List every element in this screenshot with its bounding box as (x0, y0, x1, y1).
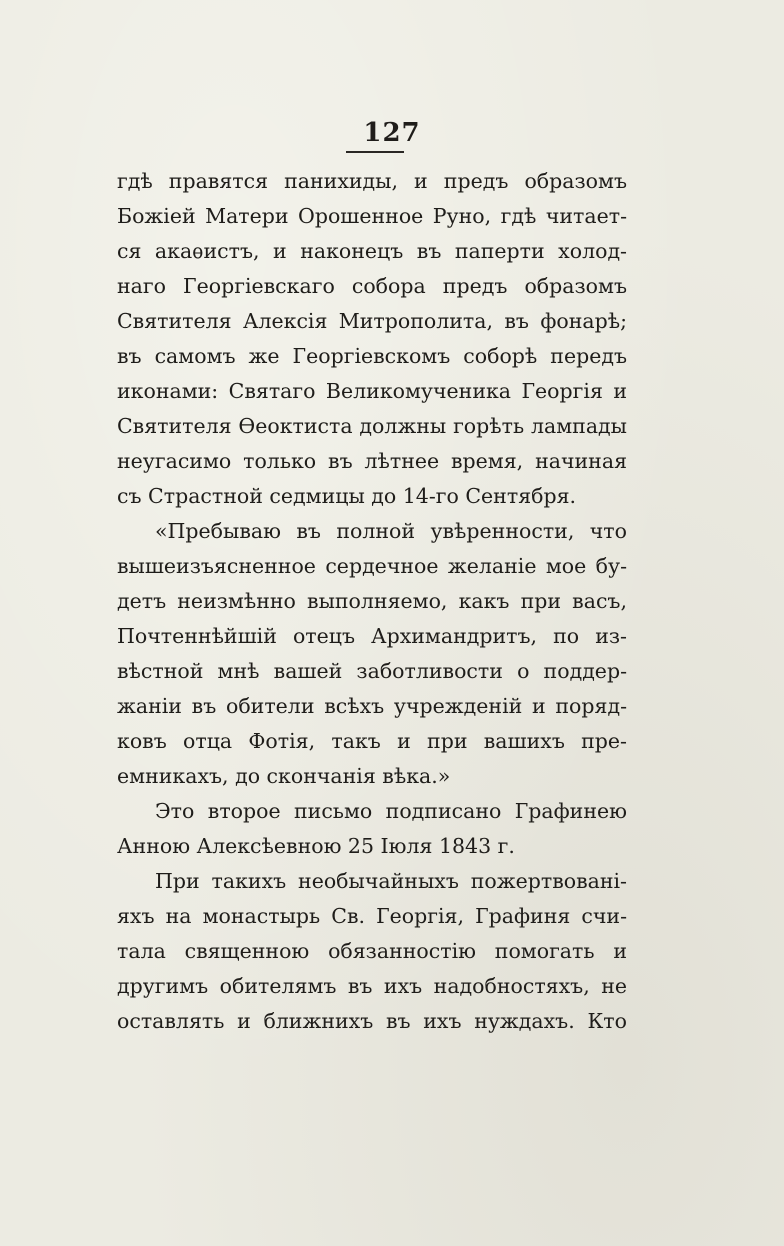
text-line: Святителя Ѳеоктиста должны горѣть лампады (117, 414, 627, 438)
page-number-underline (346, 151, 404, 153)
text-line: жаніи въ обители всѣхъ учрежденій и поряд- (117, 694, 627, 718)
text-line: емникахъ, до скончанія вѣка.» (117, 764, 451, 788)
page-number: 127 (363, 118, 421, 148)
text-line: Святителя Алексія Митрополита, въ фонарѣ; (117, 309, 627, 333)
text-line: Анною Алексѣевною 25 Іюля 1843 г. (117, 834, 515, 858)
text-line: наго Георгіевскаго собора предъ образомъ (117, 274, 627, 298)
text-line: гдѣ правятся панихиды, и предъ образомъ (117, 169, 627, 193)
text-line: яхъ на монастырь Св. Георгія, Графиня счи- (117, 904, 627, 928)
text-line: ся акаѳистъ, и наконецъ въ паперти холод- (117, 239, 627, 263)
text-line: въ самомъ же Георгіевскомъ соборѣ передъ (117, 344, 627, 368)
text-line: тала священною обязанностію помогать и (117, 939, 627, 963)
text-line: Это второе письмо подписано Графинею (155, 799, 627, 823)
text-line: детъ неизмѣнно выполняемо, какъ при васъ, (117, 589, 627, 613)
text-line: вышеизъясненное сердечное желаніе мое бу- (117, 554, 627, 578)
text-line: оставлять и ближнихъ въ ихъ нуждахъ. Кто (117, 1009, 627, 1033)
text-line: вѣстной мнѣ вашей заботливости о поддер- (117, 659, 627, 683)
text-line: съ Страстной седмицы до 14-го Сентября. (117, 484, 577, 508)
text-line: «Пребываю въ полной увѣренности, что (155, 519, 627, 543)
text-line: ковъ отца Фотія, такъ и при вашихъ пре- (117, 729, 627, 753)
text-line: другимъ обителямъ въ ихъ надобностяхъ, не (117, 974, 627, 998)
text-line: неугасимо только въ лѣтнее время, начиная (117, 449, 627, 473)
text-line: Божіей Матери Орошенное Руно, гдѣ читает- (117, 204, 627, 228)
body-text (117, 164, 627, 1039)
text-line: иконами: Святаго Великомученика Георгія и (117, 379, 627, 403)
text-line: При такихъ необычайныхъ пожертвованi- (155, 869, 627, 893)
text-line: Почтеннѣйшій отецъ Архимандритъ, по из- (117, 624, 627, 648)
